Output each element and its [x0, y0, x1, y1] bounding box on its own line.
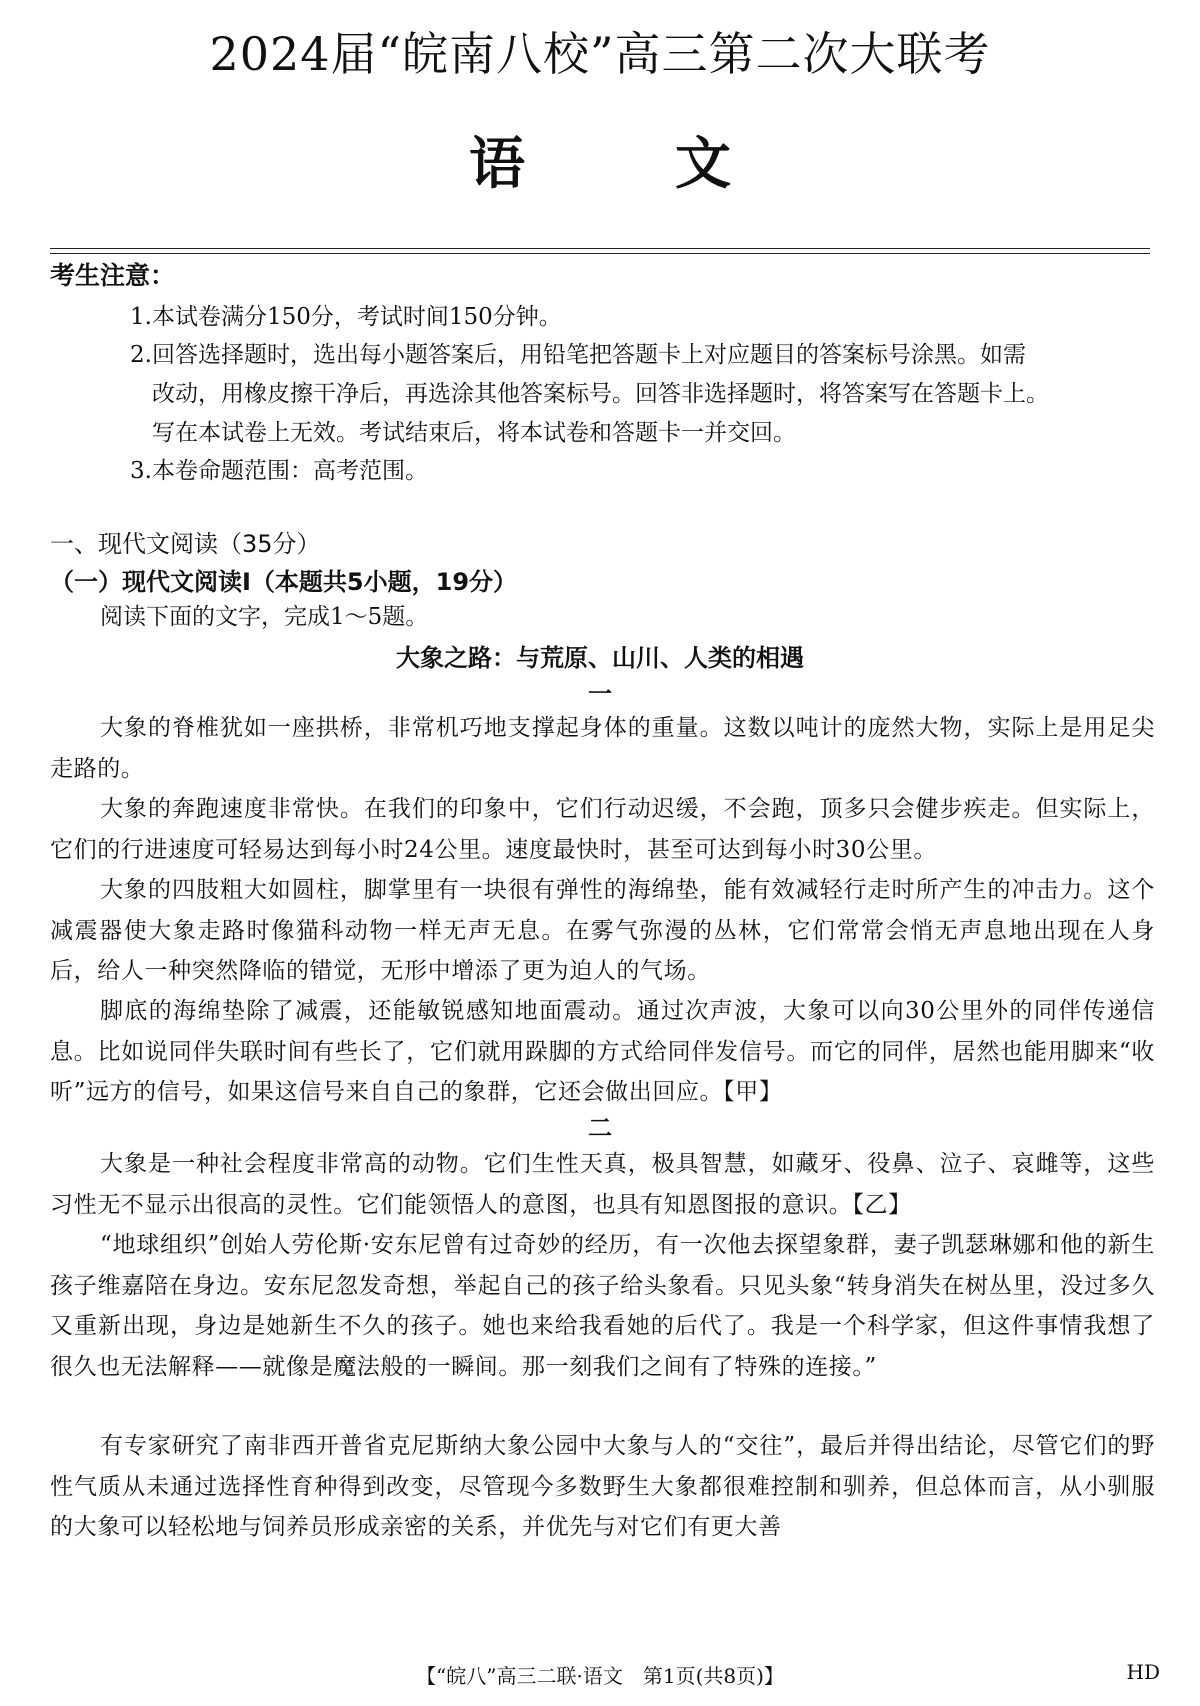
part-number-two: 二 — [588, 1114, 612, 1142]
notice-item-2-line-3: 写在本试卷上无效。考试结束后，将本试卷和答题卡一并交回。 — [152, 420, 796, 446]
exam-title: 2024届“皖南八校”高三第二次大联考 — [209, 27, 991, 81]
page-footer: 【“皖八”高三二联·语文 第1页(共8页)】 — [416, 1664, 784, 1688]
article-paragraph: 大象是一种社会程度非常高的动物。它们生性天真，极具智慧，如藏牙、役鼻、泣子、哀雌等，这些习性无不显示出很高的灵性。它们能领悟人的意图，也具有知恩图报的意识。【乙】 — [50, 1151, 1155, 1218]
notice-item-3: 3.本卷命题范围：高考范围。 — [130, 458, 428, 484]
article-paragraph: 大象的四肢粗大如圆柱，脚掌里有一块很有弹性的海绵垫，能有效减轻行走时所产生的冲击力。这个减震器使大象走路时像猫科动物一样无声无息。在雾气弥漫的丛林，它们常常会悄无声息地出现在人身后，给人一种突然降临的错觉，无形中增添了更为迫人的气场。 — [50, 877, 1155, 984]
article-title: 大象之路：与荒原、山川、人类的相遇 — [396, 644, 804, 672]
divider-line — [50, 248, 1150, 249]
notice-item-2-line-2: 改动，用橡皮擦干净后，再选涂其他答案标号。回答非选择题时，将答案写在答题卡上。 — [152, 381, 1049, 407]
notice-heading: 考生注意： — [50, 261, 176, 290]
article-paragraph: “地球组织”创始人劳伦斯·安东尼曾有过奇妙的经历，有一次他去探望象群，妻子凯瑟琳娜和他的新生孩子维嘉陪在身边。安东尼忽发奇想，举起自己的孩子给头象看。只见头象“转身消失在树丛里，没过多久又重新出现，身边是她新生不久的孩子。她也来给我看她的后代了。我是一个科学家，但这件事情我想了很久也无法解释——就像是魔法般的一瞬间。那一刻我们之间有了特殊的连接。” — [50, 1232, 1155, 1380]
subsection-heading: （一）现代文阅读Ⅰ（本题共5小题，19分） — [50, 568, 518, 596]
notice-item-2-line-1: 2.回答选择题时，选出每小题答案后，用铅笔把答题卡上对应题目的答案标号涂黑。如需 — [130, 342, 1026, 368]
footer-code: HD — [1126, 1660, 1160, 1684]
part-number-one: 一 — [588, 680, 612, 708]
article-paragraph: 大象的脊椎犹如一座拱桥，非常机巧地支撑起身体的重量。这数以吨计的庞然大物，实际上是用足尖走路的。 — [50, 715, 1155, 782]
article-paragraph: 脚底的海绵垫除了减震，还能敏锐感知地面震动。通过次声波，大象可以向30公里外的同伴传递信息。比如说同伴失联时间有些长了，它们就用跺脚的方式给同伴发信号。而它的同伴，居然也能用脚来“收听”远方的信号，如果这信号来自自己的象群，它还会做出回应。【甲】 — [50, 998, 1155, 1105]
notice-item-1: 1.本试卷满分150分，考试时间150分钟。 — [130, 304, 562, 330]
section-heading: 一、现代文阅读（35分） — [50, 530, 321, 558]
subject-title: 语文 — [469, 132, 881, 197]
reading-instruction: 阅读下面的文字，完成1～5题。 — [100, 604, 429, 630]
article-paragraph: 大象的奔跑速度非常快。在我们的印象中，它们行动迟缓，不会跑，顶多只会健步疾走。但实际上，它们的行进速度可轻易达到每小时24公里。速度最快时，甚至可达到每小时30公里。 — [50, 796, 1155, 863]
notice-item-2 — [130, 336, 1160, 453]
article-paragraph: 有专家研究了南非西开普省克尼斯纳大象公园中大象与人的“交往”，最后并得出结论，尽管它们的野性气质从未通过选择性育种得到改变，尽管现今多数野生大象都很难控制和驯养，但总体而言，从小驯服的大象可以轻松地与饲养员形成亲密的关系，并优先与对它们有更大善 — [50, 1433, 1155, 1540]
divider-line — [50, 253, 1150, 254]
